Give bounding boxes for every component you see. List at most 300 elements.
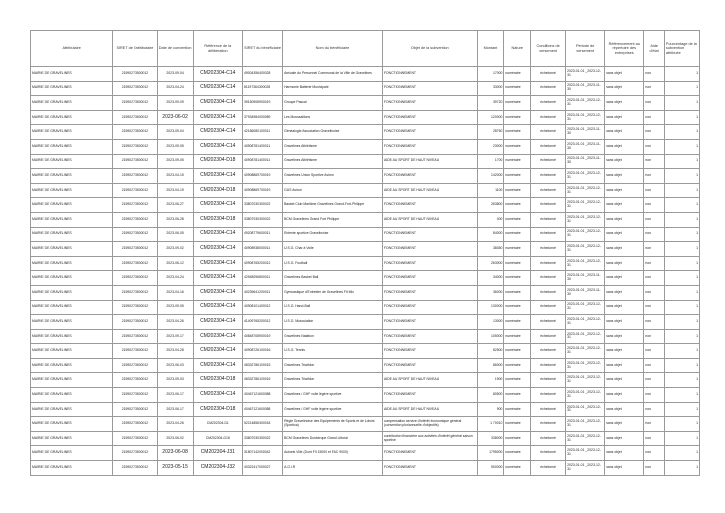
objet-subvention-cell: FONCTIONNEMENT xyxy=(382,344,477,359)
nature-cell: numéraire xyxy=(504,446,531,461)
nature-cell: numéraire xyxy=(504,67,531,82)
date-convention-cell: 2023-04-19 xyxy=(157,183,193,198)
siret-attributaire-cell: 21590273500012 xyxy=(113,285,157,300)
montant-cell: 36000 xyxy=(477,285,504,300)
siret-attributaire-cell: 21590273500012 xyxy=(113,198,157,213)
siret-beneficiaire-cell: 33807030300022 xyxy=(242,431,282,446)
attributaire-cell: MAIRIE DE GRAVELINES xyxy=(31,446,113,461)
nature-cell: numéraire xyxy=(504,417,531,432)
date-convention-cell: 2023-06-28 xyxy=(157,212,193,227)
periode-versement-cell: 2023-01-01 _2023-12-31 xyxy=(566,417,605,432)
attributaire-cell: MAIRIE DE GRAVELINES xyxy=(31,417,113,432)
reference-deliberation-cell: CM202304-C14 xyxy=(193,329,242,344)
date-convention-cell: 2023-04-26 xyxy=(157,315,193,330)
conditions-versement-cell: échelonné xyxy=(531,344,566,359)
periode-versement-cell: 2023-01-01 _2023-11-30 xyxy=(566,125,605,140)
nature-cell: numéraire xyxy=(504,300,531,315)
header-row xyxy=(31,31,700,67)
pourcentage-cell: 1 xyxy=(664,81,699,96)
montant-cell: 1795000 xyxy=(477,446,504,461)
siret-attributaire-cell: 21590273500012 xyxy=(113,388,157,403)
table-body xyxy=(31,67,700,476)
siret-beneficiaire-cell: 40908765200012 xyxy=(242,256,282,271)
conditions-versement-cell: échelonné xyxy=(531,315,566,330)
referencement-cell: sans objet xyxy=(605,373,644,388)
siret-beneficiaire-cell: 49208779600011 xyxy=(242,227,282,242)
periode-versement-cell: 2023-01-01 _2023-12-31 xyxy=(566,96,605,111)
conditions-versement-cell: échelonné xyxy=(531,67,566,82)
table-row xyxy=(31,300,700,315)
date-convention-cell: 2023-09-05 xyxy=(157,154,193,169)
objet-subvention-cell: FONCTIONNEMENT xyxy=(382,169,477,184)
date-convention-cell: 2023-06-12 xyxy=(157,256,193,271)
referencement-cell: sans objet xyxy=(605,329,644,344)
montant-cell: 263800 xyxy=(477,198,504,213)
conditions-versement-cell: échelonné xyxy=(531,139,566,154)
header-nom-beneficiaire: Nom du bénéficiaire xyxy=(283,31,383,67)
siret-attributaire-cell: 21590273500012 xyxy=(113,183,157,198)
conditions-versement-cell: échelonné xyxy=(531,81,566,96)
siret-beneficiaire-cell: 40908781400011 xyxy=(242,139,282,154)
header-aide-etat: Aide d'état xyxy=(644,31,665,67)
nature-cell: numéraire xyxy=(504,256,531,271)
table-row xyxy=(31,446,700,461)
montant-cell: 13000 xyxy=(477,315,504,330)
reference-deliberation-cell: CM202304-C14 xyxy=(193,256,242,271)
referencement-cell: sans objet xyxy=(605,461,644,476)
pourcentage-cell: 1 xyxy=(664,242,699,257)
aide-etat-cell: non xyxy=(644,198,665,213)
attributaire-cell: MAIRIE DE GRAVELINES xyxy=(31,183,113,198)
date-convention-cell: 2023-04-28 xyxy=(157,344,193,359)
objet-subvention-cell: FONCTIONNEMENT xyxy=(382,67,477,82)
objet-subvention-cell: FONCTIONNEMENT xyxy=(382,227,477,242)
nom-beneficiaire-cell: U.S.G. Tennis xyxy=(283,344,383,359)
reference-deliberation-cell: CM202304-C14 xyxy=(193,110,242,125)
objet-subvention-cell: AIDE AU SPORT DE HAUT NIVEAU xyxy=(382,373,477,388)
header-siret-attributaire: SIRET de l'attributaire xyxy=(113,31,157,67)
attributaire-cell: MAIRIE DE GRAVELINES xyxy=(31,388,113,403)
siret-attributaire-cell: 21590273500012 xyxy=(113,212,157,227)
attributaire-cell: MAIRIE DE GRAVELINES xyxy=(31,169,113,184)
reference-deliberation-cell: CM202304-C14 xyxy=(193,81,242,96)
objet-subvention-cell: FONCTIONNEMENT xyxy=(382,285,477,300)
table-row xyxy=(31,169,700,184)
attributaire-cell: MAIRIE DE GRAVELINES xyxy=(31,81,113,96)
siret-beneficiaire-cell: 40239641200011 xyxy=(242,285,282,300)
periode-versement-cell: 2023-01-01 _2023-12-31 xyxy=(566,169,605,184)
siret-beneficiaire-cell: 52214856300018 xyxy=(242,417,282,432)
montant-cell: 263000 xyxy=(477,256,504,271)
nature-cell: numéraire xyxy=(504,227,531,242)
date-convention-cell: 2023-04-24 xyxy=(157,271,193,286)
conditions-versement-cell: échelonné xyxy=(531,461,566,476)
table-row xyxy=(31,154,700,169)
pourcentage-cell: 1 xyxy=(664,154,699,169)
date-convention-cell: 2023-09-05 xyxy=(157,139,193,154)
date-convention-cell: 2023-06-03 xyxy=(157,358,193,373)
nom-beneficiaire-cell: Actuels Ville (Dont FII 15000 et FAC 9000) xyxy=(283,446,383,461)
pourcentage-cell: 1 xyxy=(664,271,699,286)
objet-subvention-cell: FONCTIONNEMENT xyxy=(382,242,477,257)
pourcentage-cell: 1 xyxy=(664,344,699,359)
attributaire-cell: MAIRIE DE GRAVELINES xyxy=(31,358,113,373)
header-nature: Nature xyxy=(504,31,531,67)
attributaire-cell: MAIRIE DE GRAVELINES xyxy=(31,285,113,300)
attributaire-cell: MAIRIE DE GRAVELINES xyxy=(31,125,113,140)
montant-cell: 400 xyxy=(477,212,504,227)
reference-deliberation-cell: CM202304-J32 xyxy=(193,461,242,476)
referencement-cell: sans objet xyxy=(605,285,644,300)
periode-versement-cell: 2023-01-01 _2023-12-31 xyxy=(566,227,605,242)
table-row xyxy=(31,373,700,388)
nom-beneficiaire-cell: Gravelines / GHF voile légère sportive xyxy=(283,402,383,417)
siret-beneficiaire-cell: 40322417000027 xyxy=(242,461,282,476)
siret-beneficiaire-cell: 42948096800011 xyxy=(242,271,282,286)
aide-etat-cell: non xyxy=(644,373,665,388)
montant-cell: 130000 xyxy=(477,300,504,315)
header-periode-versement: Période de versement xyxy=(566,31,605,67)
periode-versement-cell: 2023-01-01 _2023-12-31 xyxy=(566,67,605,82)
nom-beneficiaire-cell: Les Moussaillons xyxy=(283,110,383,125)
objet-subvention-cell: FONCTIONNEMENT xyxy=(382,329,477,344)
date-convention-cell: 2023-06-05 xyxy=(157,227,193,242)
aide-etat-cell: non xyxy=(644,285,665,300)
objet-subvention-cell: FONCTIONNEMENT xyxy=(382,198,477,213)
table-row xyxy=(31,125,700,140)
periode-versement-cell: 2023-01-01 _2023-12-31 xyxy=(566,212,605,227)
periode-versement-cell: 2023-01-01 _2023-12-31 xyxy=(566,242,605,257)
periode-versement-cell: 2023-01-01 _2023-12-31 xyxy=(566,373,605,388)
montant-cell: 900 xyxy=(477,402,504,417)
montant-cell: 86000 xyxy=(477,358,504,373)
pourcentage-cell: 1 xyxy=(664,227,699,242)
nom-beneficiaire-cell: A.G.I.R xyxy=(283,461,383,476)
montant-cell: 84000 xyxy=(477,227,504,242)
date-convention-cell: 2023-06-17 xyxy=(157,388,193,403)
aide-etat-cell: non xyxy=(644,212,665,227)
objet-subvention-cell: FONCTIONNEMENT xyxy=(382,315,477,330)
aide-etat-cell: non xyxy=(644,139,665,154)
nom-beneficiaire-cell: U.S.G. Musculation xyxy=(283,315,383,330)
nature-cell: numéraire xyxy=(504,329,531,344)
montant-cell: 500000 xyxy=(477,461,504,476)
attributaire-cell: MAIRIE DE GRAVELINES xyxy=(31,256,113,271)
attributaire-cell: MAIRIE DE GRAVELINES xyxy=(31,271,113,286)
pourcentage-cell: 1 xyxy=(664,388,699,403)
objet-subvention-cell: FONCTIONNEMENT xyxy=(382,110,477,125)
conditions-versement-cell: échelonné xyxy=(531,227,566,242)
reference-deliberation-cell: CM202304-D18 xyxy=(193,154,242,169)
siret-attributaire-cell: 21590273500012 xyxy=(113,125,157,140)
nature-cell: numéraire xyxy=(504,212,531,227)
periode-versement-cell: 2023-01-01 _2023-12-31 xyxy=(566,388,605,403)
nom-beneficiaire-cell: U.S.G. Char à Voile xyxy=(283,242,383,257)
nature-cell: numéraire xyxy=(504,125,531,140)
pourcentage-cell: 1 xyxy=(664,402,699,417)
pourcentage-cell: 1 xyxy=(664,198,699,213)
siret-beneficiaire-cell: 40908101400012 xyxy=(242,300,282,315)
table-row xyxy=(31,227,700,242)
siret-attributaire-cell: 21590273500012 xyxy=(113,242,157,257)
siret-attributaire-cell: 21590273500012 xyxy=(113,139,157,154)
table-row xyxy=(31,256,700,271)
montant-cell: 1100 xyxy=(477,183,504,198)
periode-versement-cell: 2023-01-01 _2023-12-31 xyxy=(566,461,605,476)
conditions-versement-cell: échelonné xyxy=(531,373,566,388)
header-conditions-versement: Conditions de versement xyxy=(531,31,566,67)
pourcentage-cell: 1 xyxy=(664,373,699,388)
conditions-versement-cell: échelonné xyxy=(531,96,566,111)
referencement-cell: sans objet xyxy=(605,344,644,359)
aide-etat-cell: non xyxy=(644,344,665,359)
reference-deliberation-cell: CM202304-C14 xyxy=(193,271,242,286)
nature-cell: numéraire xyxy=(504,285,531,300)
periode-versement-cell: 2023-01-01 _2023-12-31 xyxy=(566,329,605,344)
objet-subvention-cell: FONCTIONNEMENT xyxy=(382,461,477,476)
siret-beneficiaire-cell: 40467121600088 xyxy=(242,402,282,417)
date-convention-cell: 2023-04-26 xyxy=(157,417,193,432)
nom-beneficiaire-cell: Entente sportive Gravelinoise xyxy=(283,227,383,242)
reference-deliberation-cell: CM202304-C14 xyxy=(193,358,242,373)
nom-beneficiaire-cell: Régie Gravelinoise des Equipements de Sports et de Loisirs (Sportica) xyxy=(283,417,383,432)
pourcentage-cell: 1 xyxy=(664,183,699,198)
nom-beneficiaire-cell: Gravelines Basket Ball xyxy=(283,271,383,286)
referencement-cell: sans objet xyxy=(605,67,644,82)
nom-beneficiaire-cell: Groupe Pascal xyxy=(283,96,383,111)
objet-subvention-cell: FONCTIONNEMENT xyxy=(382,388,477,403)
aide-etat-cell: non xyxy=(644,96,665,111)
pourcentage-cell: 1 xyxy=(664,125,699,140)
pourcentage-cell: 1 xyxy=(664,110,699,125)
siret-beneficiaire-cell: 48332786100015 xyxy=(242,373,282,388)
periode-versement-cell: 2023-01-01 _2023-12-31 xyxy=(566,198,605,213)
aide-etat-cell: non xyxy=(644,315,665,330)
table-row xyxy=(31,110,700,125)
reference-deliberation-cell: CM202304-C14 xyxy=(193,242,242,257)
aide-etat-cell: non xyxy=(644,388,665,403)
nom-beneficiaire-cell: Gravelines Triathlon xyxy=(283,373,383,388)
header-montant: Montant xyxy=(477,31,504,67)
attributaire-cell: MAIRIE DE GRAVELINES xyxy=(31,139,113,154)
siret-attributaire-cell: 21590273500012 xyxy=(113,402,157,417)
date-convention-cell: 2023-06-27 xyxy=(157,198,193,213)
nom-beneficiaire-cell: Gravelines / GHF voile légère sportive xyxy=(283,388,383,403)
siret-attributaire-cell: 21590273500012 xyxy=(113,446,157,461)
header-siret-beneficiaire: SIRET du bénéficiaire xyxy=(242,31,282,67)
siret-attributaire-cell: 21590273500012 xyxy=(113,417,157,432)
aide-etat-cell: non xyxy=(644,256,665,271)
periode-versement-cell: 2023-01-01 _2023-12-31 xyxy=(566,256,605,271)
nature-cell: numéraire xyxy=(504,271,531,286)
referencement-cell: sans objet xyxy=(605,125,644,140)
attributaire-cell: MAIRIE DE GRAVELINES xyxy=(31,96,113,111)
montant-cell: 80500 xyxy=(477,388,504,403)
attributaire-cell: MAIRIE DE GRAVELINES xyxy=(31,242,113,257)
date-convention-cell: 2023-04-16 xyxy=(157,285,193,300)
nom-beneficiaire-cell: GUS Aviron xyxy=(283,183,383,198)
attributaire-cell: MAIRIE DE GRAVELINES xyxy=(31,431,113,446)
nature-cell: numéraire xyxy=(504,431,531,446)
conditions-versement-cell: échelonné xyxy=(531,446,566,461)
siret-attributaire-cell: 21590273500012 xyxy=(113,344,157,359)
conditions-versement-cell: échelonné xyxy=(531,388,566,403)
pourcentage-cell: 1 xyxy=(664,285,699,300)
reference-deliberation-cell: CM202304-D18 xyxy=(193,373,242,388)
nom-beneficiaire-cell: Gymnastique d'Entretien de Gravelines Fit Mix xyxy=(283,285,383,300)
nom-beneficiaire-cell: Généalogie Association Gravelinoise xyxy=(283,125,383,140)
aide-etat-cell: non xyxy=(644,461,665,476)
pourcentage-cell: 1 xyxy=(664,169,699,184)
table-row xyxy=(31,198,700,213)
montant-cell: 105000 xyxy=(477,329,504,344)
reference-deliberation-cell: CM202304-D18 xyxy=(193,431,242,446)
siret-attributaire-cell: 21590273500012 xyxy=(113,461,157,476)
nature-cell: numéraire xyxy=(504,315,531,330)
pourcentage-cell: 1 xyxy=(664,212,699,227)
pourcentage-cell: 1 xyxy=(664,139,699,154)
montant-cell: 1900 xyxy=(477,373,504,388)
attributaire-cell: MAIRIE DE GRAVELINES xyxy=(31,461,113,476)
periode-versement-cell: 2023-01-01 _2023-11-30 xyxy=(566,81,605,96)
objet-subvention-cell: FONCTIONNEMENT xyxy=(382,446,477,461)
table-row xyxy=(31,388,700,403)
date-convention-cell: 2023-06-02 xyxy=(157,431,193,446)
referencement-cell: sans objet xyxy=(605,271,644,286)
periode-versement-cell: 2023-01-01 _2023-11-30 xyxy=(566,285,605,300)
periode-versement-cell: 2023-01-01 _2023-12-31 xyxy=(566,344,605,359)
referencement-cell: sans objet xyxy=(605,431,644,446)
conditions-versement-cell: échelonné xyxy=(531,183,566,198)
referencement-cell: sans objet xyxy=(605,388,644,403)
aide-etat-cell: non xyxy=(644,125,665,140)
siret-attributaire-cell: 21590273500012 xyxy=(113,96,157,111)
nom-beneficiaire-cell: Harmonie Batterie Municipale xyxy=(283,81,383,96)
nature-cell: numéraire xyxy=(504,461,531,476)
objet-subvention-cell: compensation service d'intérêt économique général (convention pluriannuelle d'objectifs) xyxy=(382,417,477,432)
nature-cell: numéraire xyxy=(504,96,531,111)
aide-etat-cell: non xyxy=(644,431,665,446)
header-referencement-repertoire: Référencement au répertoire des entreprises xyxy=(605,31,644,67)
attributaire-cell: MAIRIE DE GRAVELINES xyxy=(31,344,113,359)
table-row xyxy=(31,242,700,257)
periode-versement-cell: 2023-01-01 _2023-12-31 xyxy=(566,315,605,330)
table-row xyxy=(31,461,700,476)
date-convention-cell: 2023-09-04 xyxy=(157,67,193,82)
table-row xyxy=(31,81,700,96)
conditions-versement-cell: échelonné xyxy=(531,431,566,446)
nature-cell: numéraire xyxy=(504,388,531,403)
table-row xyxy=(31,417,700,432)
siret-beneficiaire-cell: 33807030300022 xyxy=(242,212,282,227)
header-reference-deliberation: Référence de la délibération xyxy=(193,31,242,67)
siret-beneficiaire-cell: 40908938000011 xyxy=(242,242,282,257)
objet-subvention-cell: FONCTIONNEMENT xyxy=(382,96,477,111)
reference-deliberation-cell: CM202304-C14 xyxy=(193,285,242,300)
nature-cell: numéraire xyxy=(504,183,531,198)
pourcentage-cell: 1 xyxy=(664,417,699,432)
nature-cell: numéraire xyxy=(504,402,531,417)
table-row xyxy=(31,358,700,373)
referencement-cell: sans objet xyxy=(605,198,644,213)
conditions-versement-cell: échelonné xyxy=(531,285,566,300)
referencement-cell: sans objet xyxy=(605,81,644,96)
table-row xyxy=(31,344,700,359)
referencement-cell: sans objet xyxy=(605,402,644,417)
reference-deliberation-cell: CM202304-D18 xyxy=(193,183,242,198)
referencement-cell: sans objet xyxy=(605,315,644,330)
objet-subvention-cell: AIDE AU SPORT DE HAUT NIVEAU xyxy=(382,154,477,169)
aide-etat-cell: non xyxy=(644,358,665,373)
montant-cell: 338000 xyxy=(477,431,504,446)
date-convention-cell: 2023-06-02 xyxy=(157,110,193,125)
conditions-versement-cell: échelonné xyxy=(531,402,566,417)
date-convention-cell: 2023-09-02 xyxy=(157,242,193,257)
date-convention-cell: 2023-09-04 xyxy=(157,125,193,140)
attributaire-cell: MAIRIE DE GRAVELINES xyxy=(31,300,113,315)
montant-cell: 142000 xyxy=(477,169,504,184)
aide-etat-cell: non xyxy=(644,446,665,461)
reference-deliberation-cell: CM202304-C14 xyxy=(193,315,242,330)
siret-beneficiaire-cell: 40467121600088 xyxy=(242,388,282,403)
attributaire-cell: MAIRIE DE GRAVELINES xyxy=(31,373,113,388)
referencement-cell: sans objet xyxy=(605,183,644,198)
periode-versement-cell: 2023-01-01 _2023-12-31 xyxy=(566,183,605,198)
subsidies-table xyxy=(30,30,700,476)
pourcentage-cell: 1 xyxy=(664,461,699,476)
montant-cell: 120000 xyxy=(477,110,504,125)
nom-beneficiaire-cell: Gravelines Union Sportive Aviron xyxy=(283,169,383,184)
montant-cell: 17000 xyxy=(477,67,504,82)
header-pourcentage: Pourcentage de la subvention attribuée xyxy=(664,31,699,67)
siret-beneficiaire-cell: 42186080100011 xyxy=(242,125,282,140)
montant-cell: 38450 xyxy=(477,242,504,257)
montant-cell: 82500 xyxy=(477,344,504,359)
attributaire-cell: MAIRIE DE GRAVELINES xyxy=(31,110,113,125)
objet-subvention-cell: FONCTIONNEMENT xyxy=(382,125,477,140)
siret-beneficiaire-cell: 33807030300022 xyxy=(242,198,282,213)
siret-beneficiaire-cell: 48332786100015 xyxy=(242,358,282,373)
nature-cell: numéraire xyxy=(504,242,531,257)
siret-attributaire-cell: 21590273500012 xyxy=(113,329,157,344)
periode-versement-cell: 2023-01-01 _2023-12-31 xyxy=(566,300,605,315)
siret-attributaire-cell: 21590273500012 xyxy=(113,271,157,286)
nature-cell: numéraire xyxy=(504,358,531,373)
nom-beneficiaire-cell: BCM Gravelines Dunkerque Grand Littoral xyxy=(283,431,383,446)
objet-subvention-cell: FONCTIONNEMENT xyxy=(382,81,477,96)
objet-subvention-cell: AIDE AU SPORT DE HAUT NIVEAU xyxy=(382,183,477,198)
siret-attributaire-cell: 21590273500012 xyxy=(113,169,157,184)
referencement-cell: sans objet xyxy=(605,446,644,461)
pourcentage-cell: 1 xyxy=(664,256,699,271)
aide-etat-cell: non xyxy=(644,227,665,242)
siret-beneficiaire-cell: 40908869700019 xyxy=(242,169,282,184)
reference-deliberation-cell: CM202304-C14 xyxy=(193,96,242,111)
aide-etat-cell: non xyxy=(644,154,665,169)
referencement-cell: sans objet xyxy=(605,212,644,227)
siret-beneficiaire-cell: 31807142000042 xyxy=(242,446,282,461)
conditions-versement-cell: échelonné xyxy=(531,198,566,213)
pourcentage-cell: 1 xyxy=(664,329,699,344)
conditions-versement-cell: échelonné xyxy=(531,358,566,373)
nom-beneficiaire-cell: U.S.G. Football xyxy=(283,256,383,271)
aide-etat-cell: non xyxy=(644,242,665,257)
table-row xyxy=(31,329,700,344)
conditions-versement-cell: échelonné xyxy=(531,329,566,344)
conditions-versement-cell: échelonné xyxy=(531,256,566,271)
reference-deliberation-cell: CM202304-C14 xyxy=(193,67,242,82)
nature-cell: numéraire xyxy=(504,373,531,388)
